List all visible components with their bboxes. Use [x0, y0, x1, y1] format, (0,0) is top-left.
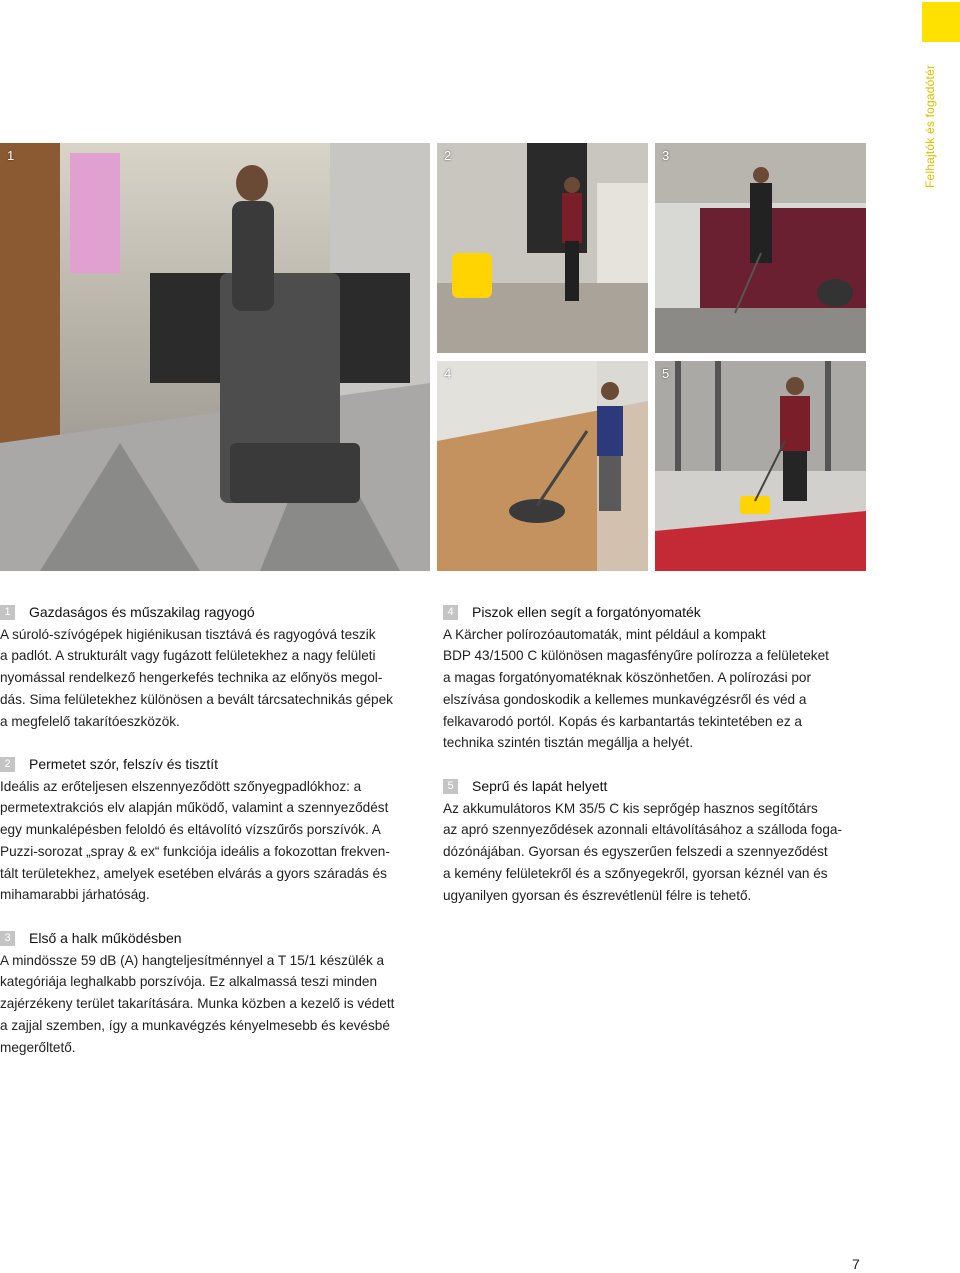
photo-vacuum-cleaner	[655, 143, 866, 353]
body-line: dás. Sima felületekhez különösen a bevált tárcsatechnikás gépek	[0, 691, 393, 707]
body-line: a megfelelő takarítóeszközök.	[0, 713, 180, 729]
body-line: BDP 43/1500 C különösen magasfényűre polírozza a felületeket	[443, 648, 829, 664]
section-1	[0, 602, 425, 732]
section-number: 5	[443, 779, 458, 794]
body-line: dózónájában. Gyorsan és egyszerűen felszedi a szennyeződést	[443, 844, 828, 860]
body-line: az apró szennyeződések azonnali eltávolításához a szálloda foga-	[443, 822, 843, 838]
photo-number: 4	[444, 366, 452, 381]
body-line: Ideális az erőteljesen elszennyeződött szőnyegpadlókhoz: a	[0, 778, 362, 794]
body-line: felkavarodó portól. Kopás és karbantartás tekintetében ez a	[443, 713, 802, 729]
body-line: a magas forgatónyomatéknak köszönhetően. A polírozási por	[443, 670, 812, 686]
body-line: elszívása gondoskodik a kellemes munkavégzésről és véd a	[443, 691, 807, 707]
body-line: a zajjal szemben, így a munkavégzés kényelmesebb és kevésbé	[0, 1017, 390, 1033]
section-3	[0, 928, 425, 1058]
section-number: 2	[0, 757, 15, 772]
section-number: 1	[0, 605, 15, 620]
section-title: Permetet szór, felszív és tisztít	[29, 756, 219, 772]
body-line: mihamarabbi járhatóság.	[0, 887, 150, 903]
section-heading	[0, 928, 425, 950]
photo-number: 2	[444, 148, 452, 163]
section-heading	[0, 754, 425, 776]
section-title: Gazdaságos és műszakilag ragyogó	[29, 604, 255, 620]
body-line: a kemény felületekről és a szőnyegekről, gyorsan kéznél van és	[443, 865, 828, 881]
body-line: Az akkumulátoros KM 35/5 C kis seprőgép hasznos segítőtárs	[443, 800, 818, 816]
body-line: megerőltető.	[0, 1039, 76, 1055]
section-5	[443, 776, 873, 906]
chapter-color-tab	[922, 2, 960, 42]
body-line: technika szintén tisztán megállja a helyét.	[443, 735, 694, 751]
body-line: nyomással rendelkező hengerkefés technika az előnyös megol-	[0, 670, 383, 686]
section-number: 4	[443, 605, 458, 620]
photo-number: 3	[662, 148, 670, 163]
section-heading	[0, 602, 425, 624]
section-title: Seprű és lapát helyett	[472, 778, 608, 794]
photo-sweeper	[655, 361, 866, 571]
body-line: Puzzi-sorozat „spray & ex“ funkciója ideális a fokozottan frekven-	[0, 843, 390, 859]
chapter-label: Felhajtók és fogadótér	[923, 64, 937, 188]
body-line: tált területekhez, amelyek esetében elvárás a gyors száradás és	[0, 865, 387, 881]
section-heading	[443, 602, 873, 624]
body-line: zajérzékeny terület takarítására. Munka közben a kezelő is védett	[0, 996, 395, 1012]
section-4	[443, 602, 873, 754]
photo-number: 5	[662, 366, 670, 381]
photo-scrubber-drier	[0, 143, 430, 571]
section-number: 3	[0, 931, 15, 946]
photo-number: 1	[7, 148, 15, 163]
page-number: 7	[852, 1256, 860, 1272]
body-line: A Kärcher polírozóautomaták, mint például a kompakt	[443, 626, 766, 642]
body-line: a padlót. A strukturált vagy fugázott felületekhez a nagy felületi	[0, 648, 376, 664]
body-line: kategóriája leghalkabb porszívója. Ez alkalmassá teszi minden	[0, 974, 378, 990]
body-line: permetextrakciós elv alapján működő, valamint a szennyeződést	[0, 800, 389, 816]
section-title: Piszok ellen segít a forgatónyomaték	[472, 604, 701, 620]
body-line: ugyanilyen gyorsan és észrevétlenül félre is tehető.	[443, 887, 752, 903]
body-line: egy munkalépésben feloldó és eltávolító vízszűrős porszívók. A	[0, 822, 381, 838]
body-line: A mindössze 59 dB (A) hangteljesítménnyel a T 15/1 készülék a	[0, 952, 385, 968]
body-line: A súroló-szívógépek higiénikusan tisztává és ragyogóvá teszik	[0, 626, 376, 642]
section-heading	[443, 776, 873, 798]
photo-spray-extraction	[437, 143, 648, 353]
photo-polisher	[437, 361, 648, 571]
section-2	[0, 754, 425, 906]
section-title: Első a halk működésben	[29, 930, 182, 946]
